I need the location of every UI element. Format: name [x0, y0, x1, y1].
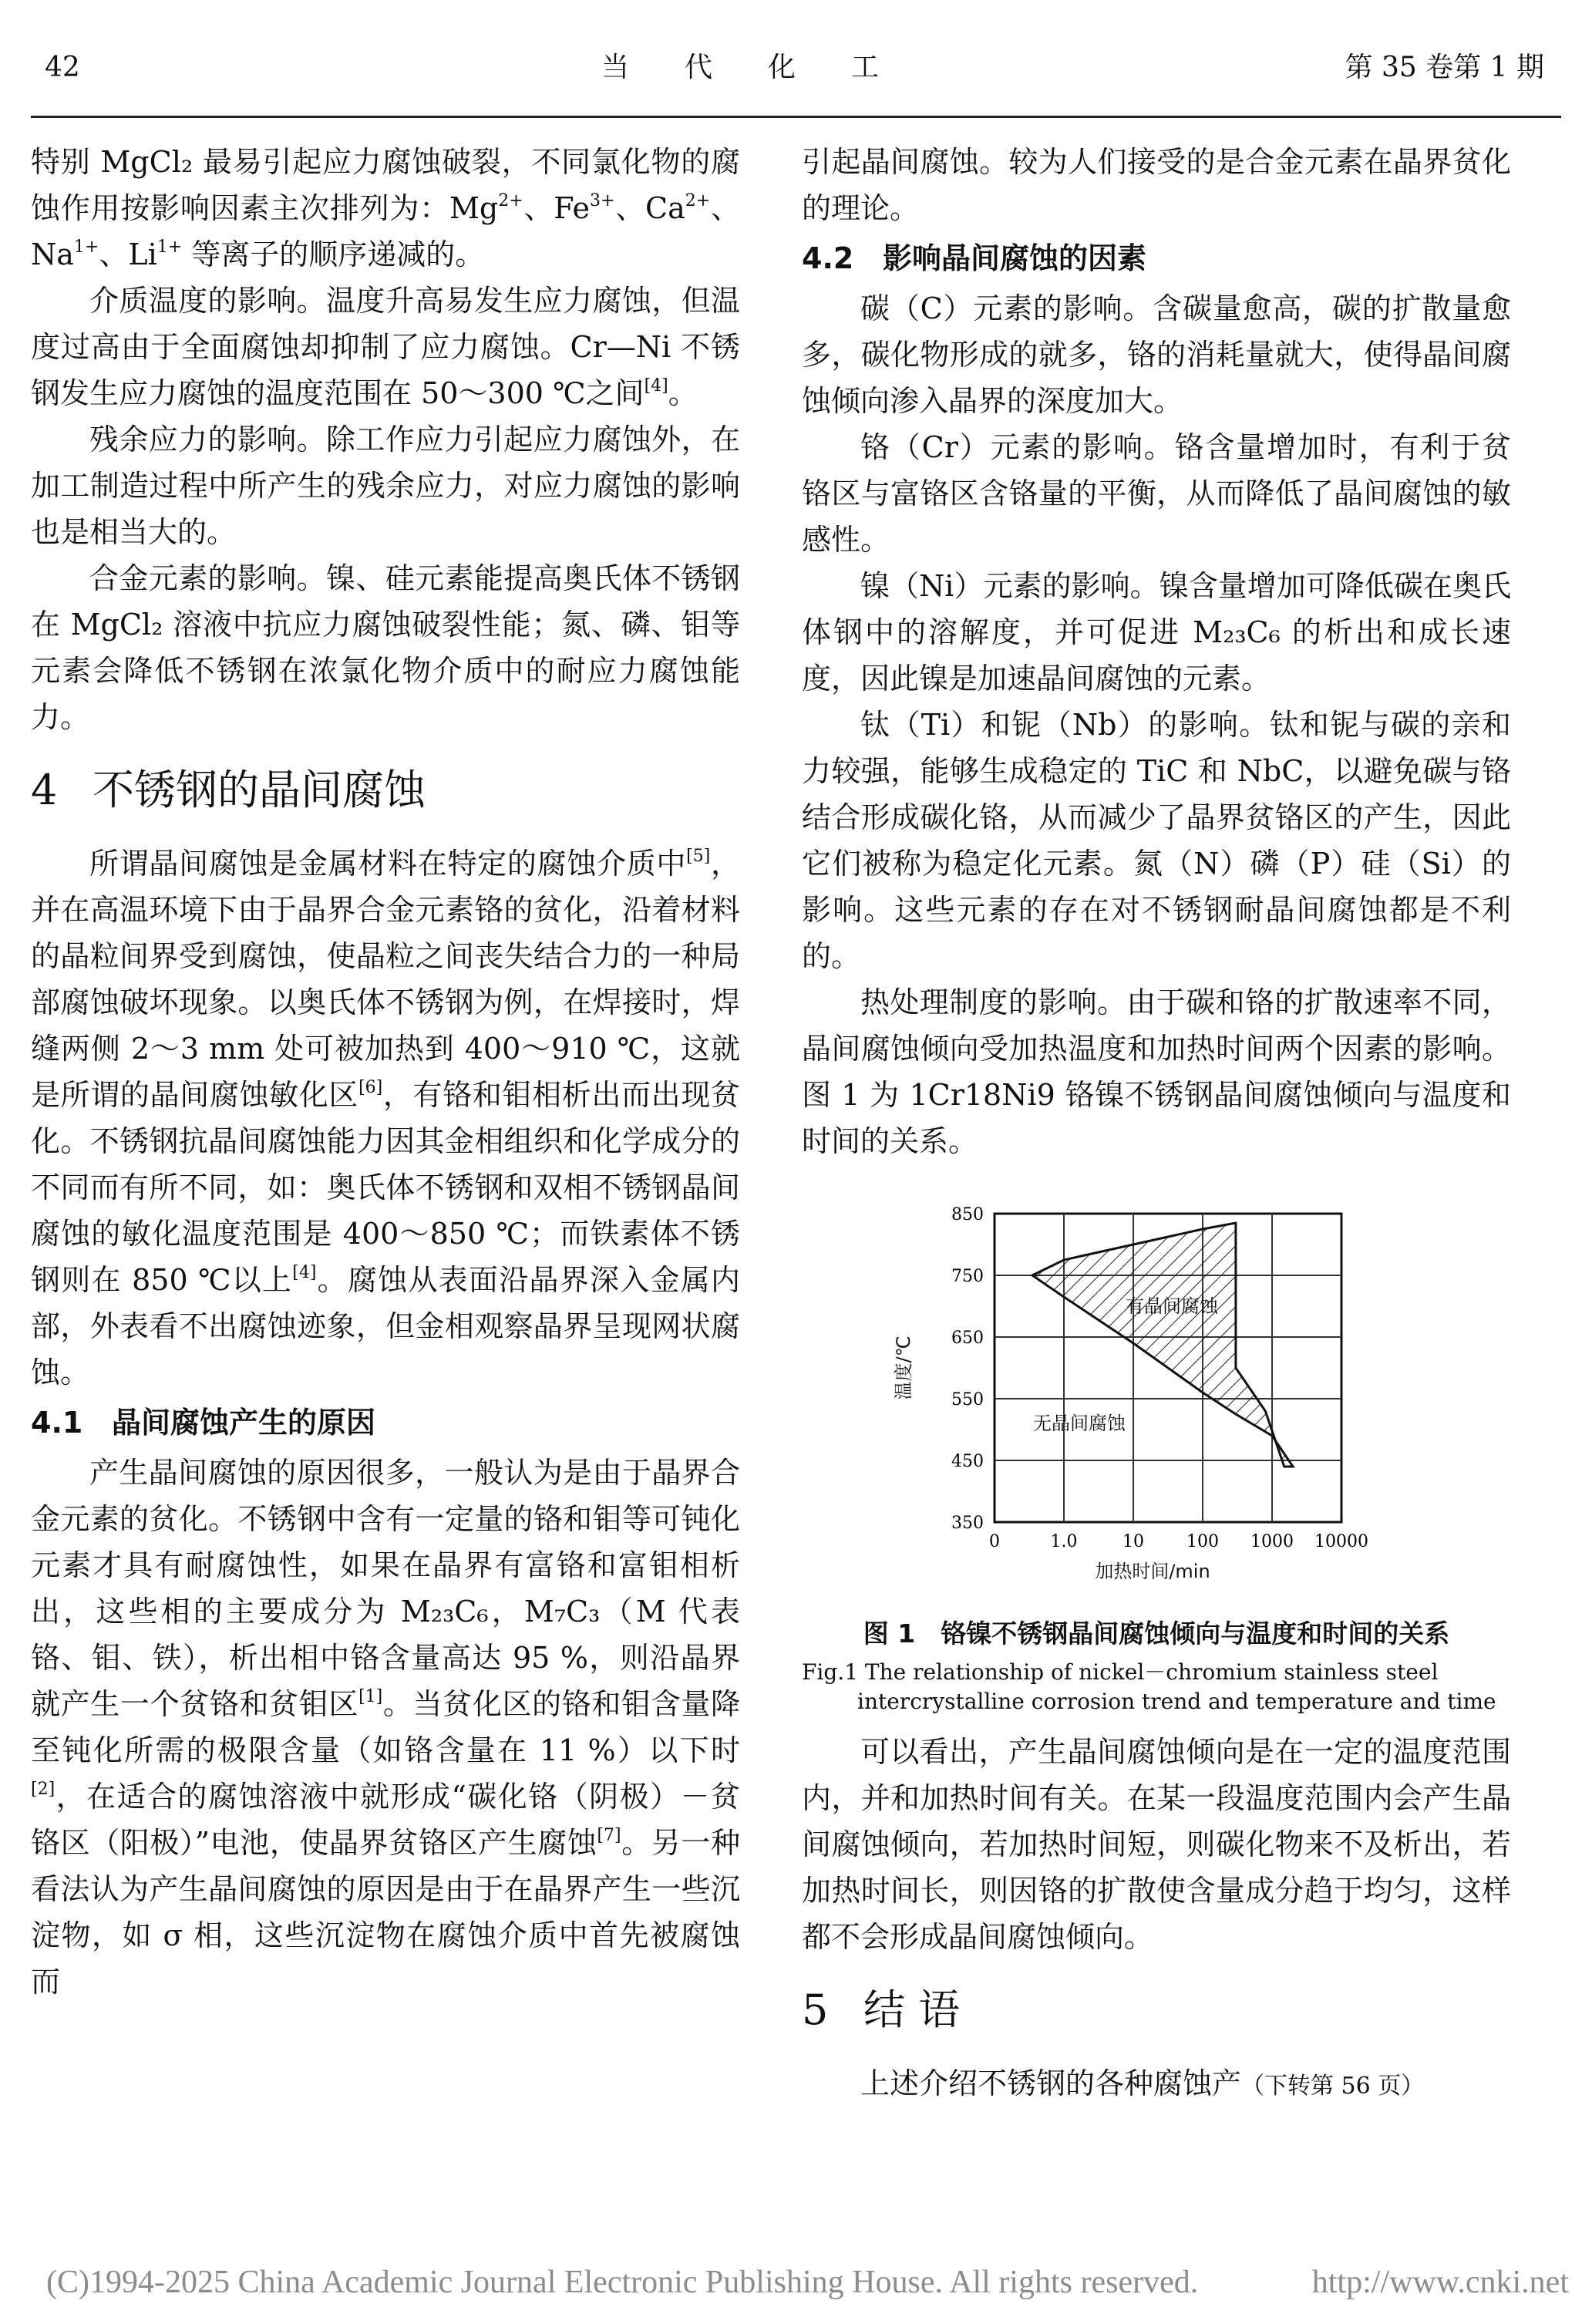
- y-tick-label: 850: [951, 1205, 984, 1224]
- text-run: 。当贫化区的铬和钼含量降至钝化所需的极限含量（如铬含量在 11 %）以下时: [31, 1687, 740, 1767]
- subsection-number: 4.2: [802, 241, 854, 275]
- section-heading-4: [31, 763, 740, 817]
- section-heading-5: [802, 1983, 1511, 2037]
- text-run: 等离子的顺序递减的。: [182, 237, 485, 271]
- citation: [1]: [358, 1687, 383, 1706]
- issue-label: 第 35 卷第 1 期: [1345, 52, 1544, 83]
- ttt-chart: [802, 1191, 1511, 1607]
- y-tick-label: 750: [951, 1267, 984, 1286]
- right-column: [802, 139, 1511, 2110]
- ion-charge: 2+: [685, 191, 711, 211]
- paragraph-continued: 引起晶间腐蚀。较为人们接受的是合金元素在晶界贫化的理论。: [802, 145, 1511, 225]
- text-run: 、Li: [99, 237, 157, 271]
- text-run: 、Ca: [614, 191, 685, 225]
- y-tick-label: 350: [951, 1514, 984, 1533]
- x-tick-label: 0: [989, 1532, 1000, 1551]
- paragraph-carbon: 碳（C）元素的影响。含碳量愈高，碳的扩散量愈多，碳化物形成的就多，铬的消耗量就大，使得晶间腐蚀倾向渗入晶界的深度加大。: [802, 291, 1511, 418]
- paragraph-ig-causes: [31, 1450, 740, 2005]
- journal-title: 当代化工: [601, 52, 935, 83]
- ion-charge: 1+: [73, 237, 99, 257]
- x-axis-label: 加热时间/min: [1095, 1561, 1210, 1582]
- x-tick-label: 10: [1122, 1532, 1144, 1551]
- text-run: 。腐蚀从表面沿晶界深入金属内部，外表看不出腐蚀迹象，但金相观察晶界呈现网状腐蚀。: [31, 1263, 740, 1389]
- text-run: ，有铬和钼相析出而出现贫化。不锈钢抗晶间腐蚀能力因其金相组织和化学成分的不同而有所不同，如：奥氏体不锈钢和双相不锈钢晶间腐蚀的敏化温度范围是 400～850 ℃；而铁素体不锈钢则在 850 ℃以上: [31, 1078, 740, 1297]
- text-run: 特别 MgCl₂ 最易引起应力腐蚀破裂，不同氯化物的腐蚀作用按影响因素主次排列为：Mg: [31, 145, 740, 225]
- figure-caption-cn: 图 1 铬镍不锈钢晶间腐蚀倾向与温度和时间的关系: [863, 1618, 1450, 1649]
- citation: [5]: [686, 847, 711, 866]
- subsection-title: 影响晶间腐蚀的因素: [883, 241, 1147, 275]
- figure-caption-en: Fig.1 The relationship of nickel－chromium stainless steel intercrystalline corrosion trend and temperature and time: [802, 1659, 1496, 1714]
- x-tick-label: 10000: [1314, 1532, 1368, 1551]
- ion-charge: 3+: [590, 191, 615, 211]
- text-run: 上述介绍不锈钢的各种腐蚀产: [860, 2066, 1242, 2100]
- paragraph-ig-definition: [31, 840, 740, 1396]
- y-tick-label: 650: [951, 1329, 984, 1348]
- x-tick-label: 100: [1186, 1532, 1219, 1551]
- paragraph-chromium: 铬（Cr）元素的影响。铬含量增加时，有利于贫铬区与富铬区含铬量的平衡，从而降低了晶间腐蚀的敏感性。: [802, 430, 1511, 557]
- section-title: 不锈钢的晶间腐蚀: [93, 766, 426, 814]
- left-column: [31, 139, 740, 2005]
- text-run: 、Fe: [523, 191, 591, 225]
- text-run: 介质温度的影响。温度升高易发生应力腐蚀，但温度过高由于全面腐蚀却抑制了应力腐蚀。Cr—Ni 不锈钢发生应力腐蚀的温度范围在 50～300 ℃之间: [31, 284, 740, 410]
- paragraph-figure-discussion: 可以看出，产生晶间腐蚀倾向是在一定的温度范围内，并和加热时间有关。在某一段温度范围内会产生晶间腐蚀倾向，若加热时间短，则碳化物来不及析出，若加热时间长，则因铬的扩散使含量成分趋于均匀，这样都不会形成晶间腐蚀倾向。: [802, 1735, 1511, 1954]
- paragraph-heat-treatment: 热处理制度的影响。由于碳和铬的扩散速率不同，晶间腐蚀倾向受加热温度和加热时间两个因素的影响。图 1 为 1Cr18Ni9 铬镍不锈钢晶间腐蚀倾向与温度和时间的关系。: [802, 985, 1511, 1158]
- citation: [2]: [31, 1780, 56, 1799]
- section-number: 5: [802, 1986, 829, 2034]
- subsection-number: 4.1: [31, 1406, 83, 1440]
- ion-charge: 2+: [498, 191, 523, 211]
- text-run: 。: [668, 376, 698, 410]
- region-label-corrosion: 有晶间腐蚀: [1126, 1295, 1218, 1317]
- subsection-heading-4-1: [31, 1400, 740, 1445]
- text-run: 产生晶间腐蚀的原因很多，一般认为是由于晶界合金元素的贫化。不锈钢中含有一定量的铬和钼等可钝化元素才具有耐腐蚀性，如果在晶界有富铬和富钼相析出，这些相的主要成分为 M₂₃C₆，M₇C₃（M 代表铬、钼、铁），析出相中铬含量高达 95 %，则沿晶界就产生一个贫铬和贫钼区: [31, 1456, 740, 1721]
- paragraph-chloride: [31, 139, 740, 278]
- text-run: 、Na: [31, 191, 741, 271]
- paragraph-conclusion: [802, 2060, 1511, 2110]
- text-run: 。另一种看法认为产生晶间腐蚀的原因是由于在晶界产生一些沉淀物，如 σ 相，这些沉淀物在腐蚀介质中首先被腐蚀而: [31, 1826, 740, 1999]
- header-rule: [31, 116, 1561, 118]
- citation: [7]: [597, 1826, 621, 1845]
- y-axis-label: 温度/℃: [893, 1335, 914, 1400]
- citation: [4]: [644, 376, 668, 396]
- subsection-heading-4-2: [802, 236, 1511, 281]
- paragraph-temperature: [31, 278, 740, 416]
- paragraph-titanium-niobium: 钛（Ti）和铌（Nb）的影响。钛和铌与碳的亲和力较强，能够生成稳定的 TiC 和 NbC，以避免碳与铬结合形成碳化铬，从而减少了晶界贫铬区的产生，因此它们被称为稳定化元素。氮（N）磷（P）硅（Si）的影响。这些元素的存在对不锈钢耐晶间腐蚀都是不利的。: [802, 708, 1511, 973]
- page-number: 42: [45, 52, 80, 83]
- figure-1: [802, 1191, 1511, 1607]
- paragraph-nickel: 镍（Ni）元素的影响。镍含量增加可降低碳在奥氏体钢中的溶解度，并可促进 M₂₃C₆ 的析出和成长速度，因此镍是加速晶间腐蚀的元素。: [802, 569, 1511, 696]
- continued-note: （下转第 56 页）: [1241, 2073, 1425, 2100]
- footer-url[interactable]: http://www.cnki.net: [1311, 2265, 1569, 2300]
- y-tick-label: 550: [951, 1390, 984, 1410]
- section-title: 结 语: [863, 1986, 961, 2034]
- text-run: ，在适合的腐蚀溶液中就形成“碳化铬（阴极）－贫铬区（阳极）”电池，使晶界贫铬区产生腐蚀: [31, 1780, 740, 1860]
- subsection-title: 晶间腐蚀产生的原因: [112, 1406, 376, 1440]
- region-label-no-corrosion: 无晶间腐蚀: [1033, 1413, 1126, 1434]
- citation: [6]: [358, 1078, 383, 1097]
- ion-charge: 1+: [157, 237, 183, 257]
- y-tick-label: 450: [951, 1452, 984, 1471]
- page-footer: [0, 2252, 1592, 2313]
- section-number: 4: [31, 766, 58, 814]
- paragraph-residual-stress: 残余应力的影响。除工作应力引起应力腐蚀外，在加工制造过程中所产生的残余应力，对应力腐蚀的影响也是相当大的。: [31, 423, 740, 549]
- text-run: ，并在高温环境下由于晶界合金元素铬的贫化，沿着材料的晶粒间界受到腐蚀，使晶粒之间丧失结合力的一种局部腐蚀破坏现象。以奥氏体不锈钢为例，在焊接时，焊缝两侧 2～3 mm 处可被加热到 400～910 ℃，这就是所谓的晶间腐蚀敏化区: [31, 847, 740, 1112]
- x-tick-label: 1000: [1250, 1532, 1294, 1551]
- paragraph-alloy-elements: 合金元素的影响。镍、硅元素能提高奥氏体不锈钢在 MgCl₂ 溶液中抗应力腐蚀破裂性能；氮、磷、钼等元素会降低不锈钢在浓氯化物介质中的耐应力腐蚀能力。: [31, 561, 740, 734]
- citation: [4]: [292, 1263, 317, 1282]
- text-run: 所谓晶间腐蚀是金属材料在特定的腐蚀介质中: [89, 847, 687, 881]
- copyright-notice: (C)1994-2025 China Academic Journal Electronic Publishing House. All rights reserved.: [46, 2265, 1199, 2300]
- x-tick-label: 1.0: [1050, 1532, 1078, 1551]
